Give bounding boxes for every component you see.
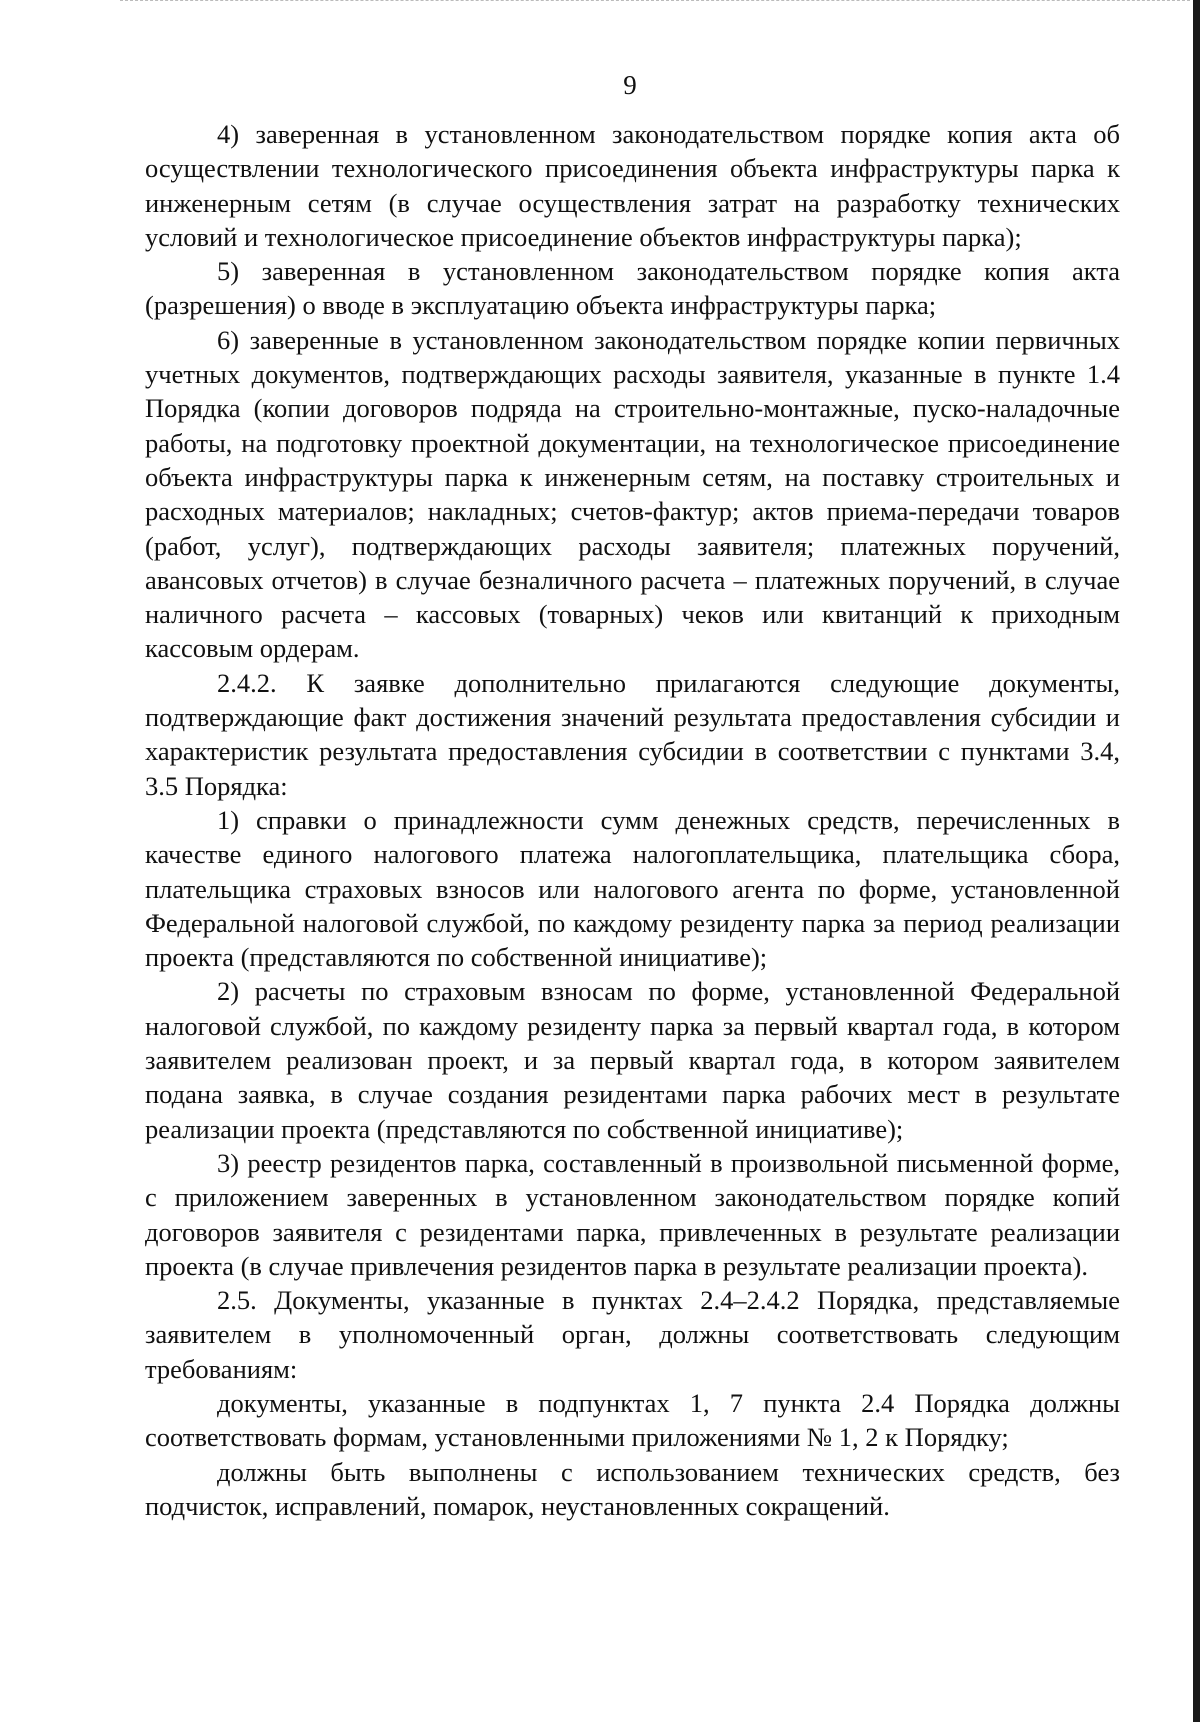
- paragraph-item-5: 5) заверенная в установленном законодательством порядке копия акта (разрешения) о вводе в эксплуатацию объекта инфраструктуры парка;: [145, 256, 1120, 321]
- paragraph-item-4: 4) заверенная в установленном законодательством порядке копия акта об осуществлении технологического присоединения объекта инфраструктуры парка к инженерным сетям (в случае осуществления затрат на разработку технических условий и технологическое присоединение объектов инфраструктуры парка);: [145, 119, 1120, 252]
- document-body: [145, 117, 1120, 1523]
- paragraph-sub-2: 2) расчеты по страховым взносам по форме, установленной Федеральной налоговой службой, по каждому резиденту парка за первый квартал года, в котором заявителем реализован проект, и за первый квартал года, в котором заявителем подана заявка, в случае создания резидентами парка рабочих мест в результате реализации проекта (представляются по собственной инициативе);: [145, 976, 1120, 1144]
- page-number: 9: [623, 70, 637, 100]
- paragraph-sub-3: 3) реестр резидентов парка, составленный в произвольной письменной форме, с приложением заверенных в установленном законодательством порядке копий договоров заявителя с резидентами парка, привлеченных в результате реализации проекта (в случае привлечения резидентов парка в результате реализации проекта).: [145, 1147, 1120, 1281]
- paragraph-item-6: 6) заверенные в установленном законодательством порядке копии первичных учетных документов, подтверждающих расходы заявителя, указанные в пункте 1.4 Порядка (копии договоров подряда на строительно-монтажные, пуско-наладочные работы, на подготовку проектной документации, на технологическое присоединение объекта инфраструктуры парка к инженерным сетям, на поставку строительных и расходных материалов; накладных; счетов-фактур; актов приема-передачи товаров (работ, услуг), подтверждающих расходы заявителя; платежных поручений, авансовых отчетов) в случае безналичного расчета – платежных поручений, в случае наличного расчета – кассовых (товарных) чеков или квитанций к приходным кассовым ордерам.: [145, 324, 1120, 664]
- scan-top-edge: [120, 0, 1190, 2]
- paragraph-2-4-2: 2.4.2. К заявке дополнительно прилагаются следующие документы, подтверждающие факт достижения значений результата предоставления субсидии и характеристик результата предоставления субсидии в соответствии с пунктами 3.4, 3.5 Порядка:: [145, 667, 1120, 801]
- paragraph-2-5: 2.5. Документы, указанные в пунктах 2.4–2.4.2 Порядка, представляемые заявителем в уполномоченный орган, должны соответствовать следующим требованиям:: [145, 1285, 1120, 1384]
- paragraph-sub-1: 1) справки о принадлежности сумм денежных средств, перечисленных в качестве единого налогового платежа налогоплательщика, плательщика сбора, плательщика страховых взносов или налогового агента по форме, установленной Федеральной налоговой службой, по каждому резиденту парка за период реализации проекта (представляются по собственной инициативе);: [145, 804, 1120, 973]
- paragraph-requirement-technical: должны быть выполнены с использованием технических средств, без подчисток, исправлений, помарок, неустановленных сокращений.: [145, 1456, 1120, 1521]
- scan-right-edge: [1193, 0, 1200, 1722]
- paragraph-requirement-forms: документы, указанные в подпунктах 1, 7 пункта 2.4 Порядка должны соответствовать формам, установленными приложениями № 1, 2 к Порядку;: [145, 1387, 1120, 1453]
